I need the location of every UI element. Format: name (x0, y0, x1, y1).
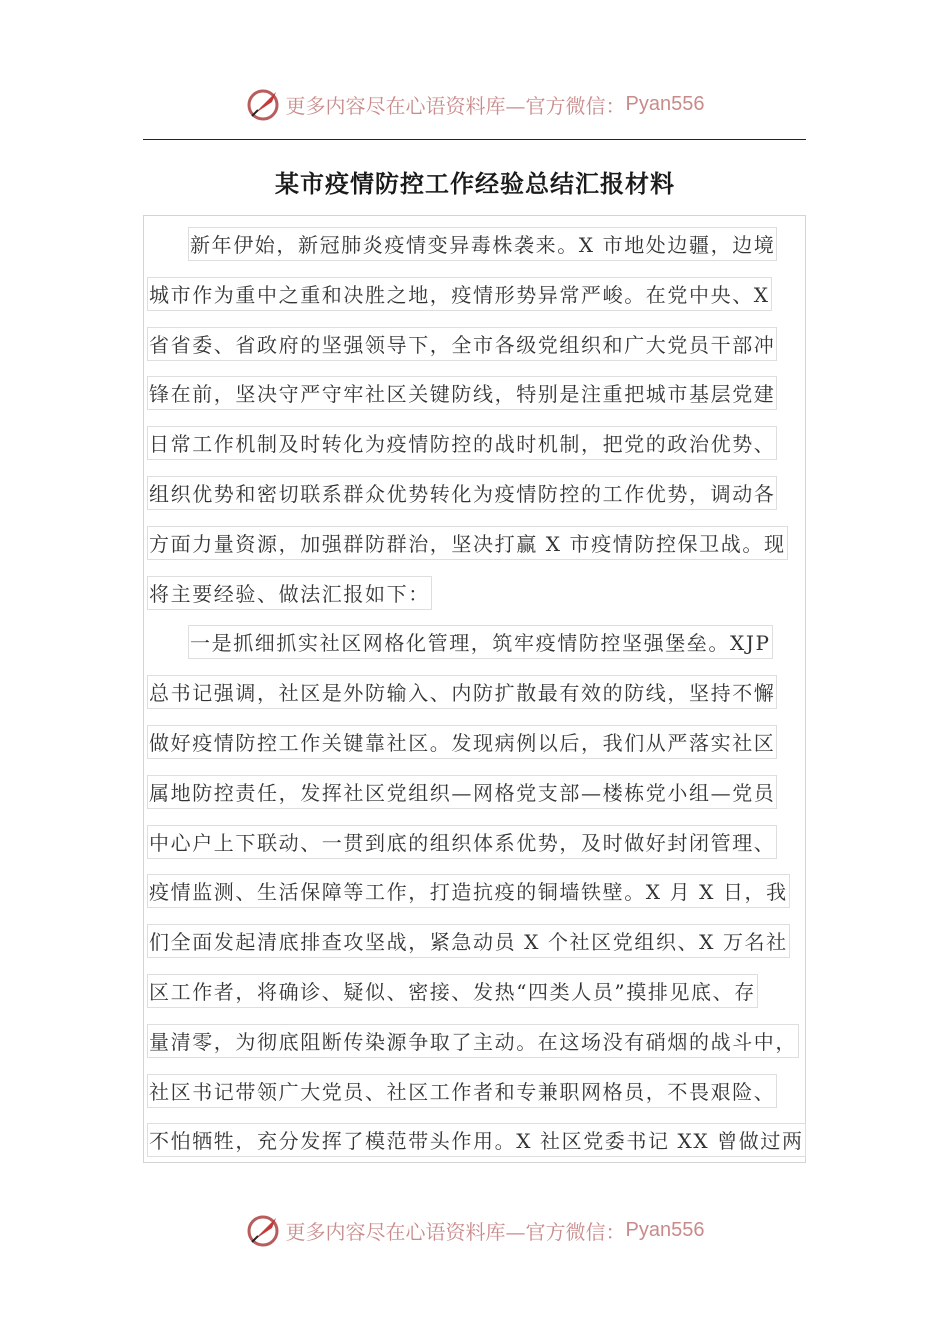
text-line: 将主要经验、做法汇报如下： (147, 576, 432, 610)
header-banner (0, 82, 950, 126)
text-line: 量清零，为彻底阻断传染源争取了主动。在这场没有硝烟的战斗中， (147, 1024, 799, 1058)
banner-text: 更多内容尽在心语资料库—官方微信： (285, 93, 626, 118)
quill-logo-icon (246, 86, 282, 122)
text-line: 们全面发起清底排查攻坚战，紧急动员 X 个社区党组织、X 万名社 (147, 924, 790, 958)
text-line: 锋在前，坚决守严守牢社区关键防线，特别是注重把城市基层党建 (147, 376, 777, 410)
footer-banner (0, 1208, 950, 1252)
text-line: 一是抓细抓实社区网格化管理，筑牢疫情防控坚强堡垒。XJP (188, 625, 773, 659)
text-line: 疫情监测、生活保障等工作，打造抗疫的铜墙铁壁。X 月 X 日，我 (147, 874, 790, 908)
text-line: 做好疫情防控工作关键靠社区。发现病例以后，我们从严落实社区 (147, 725, 777, 759)
text-line: 省省委、省政府的坚强领导下，全市各级党组织和广大党员干部冲 (147, 327, 777, 361)
text-line: 属地防控责任，发挥社区党组织—网格党支部—楼栋党小组—党员 (147, 775, 777, 809)
text-line: 区工作者，将确诊、疑似、密接、发热“四类人员”摸排见底、存 (147, 974, 758, 1008)
text-line: 城市作为重中之重和决胜之地，疫情形势异常严峻。在党中央、X (147, 277, 772, 311)
banner-wechat-id: Pyan556 (625, 1218, 705, 1241)
text-line: 中心户上下联动、一贯到底的组织体系优势，及时做好封闭管理、 (147, 825, 777, 859)
text-line: 新年伊始，新冠肺炎疫情变异毒株袭来。X 市地处边疆，边境 (188, 227, 777, 261)
text-line: 总书记强调，社区是外防输入、内防扩散最有效的防线，坚持不懈 (147, 675, 777, 709)
banner-text: 更多内容尽在心语资料库—官方微信： (285, 1219, 626, 1244)
banner-wechat-id: Pyan556 (625, 92, 705, 115)
text-line: 方面力量资源，加强群防群治，坚决打赢 X 市疫情防控保卫战。现 (147, 526, 788, 560)
document-title: 某市疫情防控工作经验总结汇报材料 (275, 169, 675, 198)
text-line: 组织优势和密切联系群众优势转化为疫情防控的工作优势，调动各 (147, 476, 777, 510)
quill-logo-icon (246, 1212, 282, 1248)
header-rule (143, 139, 806, 140)
text-line: 社区书记带领广大党员、社区工作者和专兼职网格员，不畏艰险、 (147, 1074, 777, 1108)
text-line: 不怕牺牲，充分发挥了模范带头作用。X 社区党委书记 XX 曾做过两 (147, 1123, 806, 1157)
text-line: 日常工作机制及时转化为疫情防控的战时机制，把党的政治优势、 (147, 426, 777, 460)
